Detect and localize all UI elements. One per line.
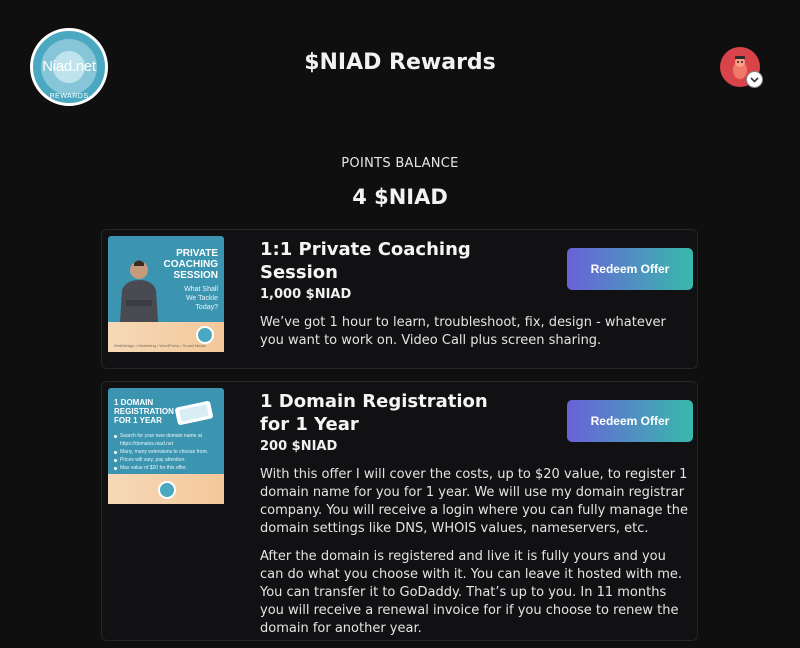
redeem-offer-button[interactable]: Redeem Offer xyxy=(567,400,693,442)
offer-card-coaching xyxy=(101,229,698,369)
points-balance-value: 4 $NIAD xyxy=(352,185,448,209)
logo-text: Niad.net xyxy=(42,58,96,75)
redeem-offer-button[interactable]: Redeem Offer xyxy=(567,248,693,290)
offer-cost: 1,000 $NIAD xyxy=(260,287,352,302)
account-menu-toggle[interactable] xyxy=(746,71,763,88)
thumb-list-domain: Search for your new domain name at https://domains.niad.net Many, many extensions to choose from. Prices will vary, pay attention. Max value of $20 for this offer. xyxy=(114,432,222,472)
offer-description: We’ve got 1 hour to learn, troubleshoot, fix, design - whatever you want to work on. Video Call plus screen sharing. xyxy=(260,315,666,348)
chevron-down-icon xyxy=(750,77,759,83)
offer-cost: 200 $NIAD xyxy=(260,439,338,454)
offer-title: 1:1 Private Coaching Session xyxy=(260,239,471,283)
offer-title: 1 Domain Registration for 1 Year xyxy=(260,391,488,435)
logo-subtext: REWARDS xyxy=(49,93,89,100)
thumb-title-coaching: PRIVATE COACHING SESSION xyxy=(163,248,218,281)
thumb-title-domain: 1 DOMAIN REGISTRATION FOR 1 YEAR xyxy=(114,398,174,425)
points-balance-label: POINTS BALANCE xyxy=(341,156,459,171)
offer-thumbnail-domain xyxy=(108,388,224,504)
thumb-footer-text: WebDesign • Marketing • WordPress • Social Media xyxy=(114,343,206,348)
offer-description: With this offer I will cover the costs, up to $20 value, to register 1 domain name for you for 1 year. We will use my domain registrar company. You will receive a login where you can fully manage the domain settings like DNS, WHOIS values, nameservers, etc. After the domain is registered and live it is fully yours and you can do what you choose with it. You can leave it hosted with me. You can transfer it to GoDaddy. That’s up to you. In 11 months you will receive a renewal invoice for if you choose to renew the domain for another year. xyxy=(260,467,688,636)
niad-badge-icon xyxy=(196,326,214,344)
phone-icon xyxy=(174,400,214,426)
niad-badge-icon xyxy=(158,481,176,499)
offer-card-domain xyxy=(101,381,698,641)
thumb-subtitle-coaching: What Shall We Tackle Today? xyxy=(184,286,218,311)
offer-thumbnail-coaching xyxy=(108,236,224,352)
person-icon xyxy=(116,258,162,322)
page-title: $NIAD Rewards xyxy=(304,50,496,75)
